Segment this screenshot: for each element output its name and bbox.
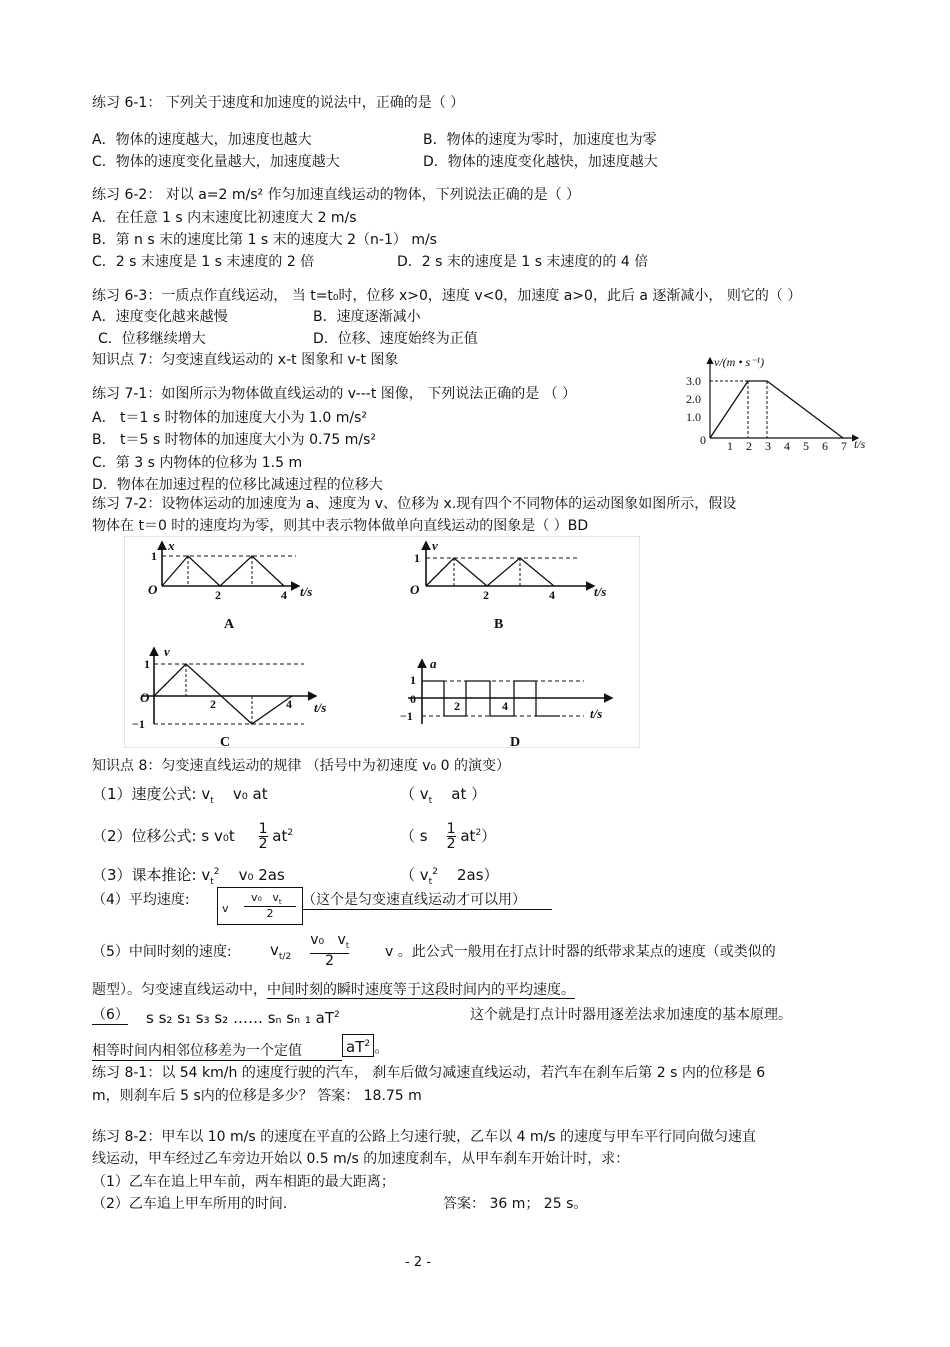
v-axis-label: v/(m • s⁻¹) xyxy=(714,355,765,369)
formula-6: s s₂ s₁ s₃ s₂ …… sₙ sₙ ₁ $aT^2$ xyxy=(146,1009,340,1027)
svg-text:x: x xyxy=(168,538,175,553)
svg-text:4: 4 xyxy=(502,699,508,713)
svg-text:D: D xyxy=(510,735,521,748)
svg-text:a: a xyxy=(430,656,437,671)
formula-displacement: （2）位移公式: s v₀t $\frac{1}{2}$ $at^2$ xyxy=(92,821,294,852)
svg-text:O: O xyxy=(140,690,150,705)
graph-b xyxy=(410,538,606,632)
q61-option-b: B．物体的速度为零时，加速度也为零 xyxy=(423,132,657,148)
vt-line xyxy=(710,381,843,438)
svg-text:t/s: t/s xyxy=(300,584,313,599)
formula-inference: （3）课本推论: $v_t^2$ v₀ 2as xyxy=(92,866,285,887)
svg-text:1: 1 xyxy=(144,657,150,671)
formula-velocity-alt: （ $v_t$ at ） xyxy=(400,785,487,806)
formula-average-velocity-label: （4）平均速度: xyxy=(92,892,190,908)
t-axis-label: t/s xyxy=(854,437,866,451)
ytick-2: 2.0 xyxy=(686,392,701,406)
formula-displacement-alt: （ s $\frac{1}{2}$ $at^2$） xyxy=(400,821,497,852)
knowledge-point-7: 知识点 7：匀变速直线运动的 x-t 图象和 v-t 图象 xyxy=(92,352,399,368)
q63-option-c: C．位移继续增大 xyxy=(98,331,206,347)
q62-option-c: C．2 s 末速度是 1 s 末速度的 2 倍 xyxy=(92,254,315,270)
svg-text:0: 0 xyxy=(410,692,416,706)
svg-text:2: 2 xyxy=(483,588,489,602)
q61-option-d: D．物体的速度变化越快，加速度越大 xyxy=(423,154,658,170)
ytick-0: 0 xyxy=(700,433,706,447)
q63-stem: 练习 6-3：一质点作直线运动， 当 t=t₀时，位移 x>0，速度 v<0，加速度 a>0，此后 a 逐渐减小， 则它的（ ） xyxy=(92,288,802,304)
q81-line2: m，则刹车后 5 s内的位移是多少？ 答案： 18.75 m xyxy=(92,1088,422,1104)
q62-option-a: A．在任意 1 s 内末速度比初速度大 2 m/s xyxy=(92,210,357,226)
svg-text:1: 1 xyxy=(410,673,416,687)
formula-average-velocity-box: v v₀ $v_t$ 2 xyxy=(217,887,303,925)
svg-text:4: 4 xyxy=(281,588,287,602)
q63-option-d: D．位移、速度始终为正值 xyxy=(313,331,478,347)
q82-line1: 练习 8-2：甲车以 10 m/s 的速度在平直的公路上匀速行驶，乙车以 4 m/s 的速度与甲车平行同向做匀速直 xyxy=(92,1129,757,1145)
xtick-5: 5 xyxy=(803,439,809,453)
ytick-3: 3.0 xyxy=(686,374,701,388)
svg-text:2: 2 xyxy=(210,697,216,711)
formula-midtime-cont: 题型）。匀变速直线运动中，中间时刻的瞬时速度等于这段时间内的平均速度。 xyxy=(92,982,575,998)
q71-option-a: A． t＝1 s 时物体的加速度大小为 1.0 m/s² xyxy=(92,410,368,426)
svg-text:1: 1 xyxy=(151,549,157,563)
q72-line2: 物体在 t＝0 时的速度均为零，则其中表示物体做单向直线运动的图象是（ ）BD xyxy=(92,518,589,534)
xtick-1: 1 xyxy=(727,439,733,453)
svg-text:4: 4 xyxy=(549,588,555,602)
formula-average-velocity-note: （这个是匀变速直线运动才可以用） xyxy=(302,891,552,910)
formula-midtime-label: （5）中间时刻的速度: xyxy=(92,944,232,960)
q62-option-d: D．2 s 末的速度是 1 s 末速度的的 4 倍 xyxy=(397,254,649,270)
q61-option-a: A．物体的速度越大，加速度也越大 xyxy=(92,132,312,148)
svg-text:B: B xyxy=(494,617,504,632)
q63-option-a: A．速度变化越来越慢 xyxy=(92,309,228,325)
svg-text:C: C xyxy=(220,735,231,748)
svg-text:1: 1 xyxy=(414,551,420,565)
svg-text:2: 2 xyxy=(454,699,460,713)
xtick-7: 7 xyxy=(841,439,847,453)
graph-d xyxy=(400,656,612,748)
formula-inference-alt: （ $v_t^2$ 2as） xyxy=(400,866,499,887)
svg-text:A: A xyxy=(224,617,235,632)
q62-stem: 练习 6-2： 对以 a=2 m/s² 作匀加速直线运动的物体，下列说法正确的是（ ） xyxy=(92,187,581,203)
graph-a xyxy=(148,538,312,632)
q62-option-b: B．第 n s 末的速度比第 1 s 末的速度大 2（n-1） m/s xyxy=(92,232,437,248)
svg-text:t/s: t/s xyxy=(594,584,607,599)
page-number: - 2 - xyxy=(405,1255,431,1270)
svg-text:O: O xyxy=(148,582,158,597)
svg-text:−1: −1 xyxy=(400,709,413,723)
q71-option-c: C．第 3 s 内物体的位移为 1.5 m xyxy=(92,455,303,471)
svg-text:4: 4 xyxy=(286,697,292,711)
q82-part1: （1）乙车在追上甲车前，两车相距的最大距离； xyxy=(92,1174,395,1190)
formula-6-end: 相等时间内相邻位移差为一个定值 xyxy=(92,1042,342,1061)
svg-text:O: O xyxy=(410,582,420,597)
svg-text:−1: −1 xyxy=(132,717,145,731)
xtick-2: 2 xyxy=(746,439,752,453)
formula-6-note: 这个就是打点计时器用逐差法求加速度的基本原理。 xyxy=(470,1007,792,1023)
q61-option-c: C．物体的速度变化量越大，加速度越大 xyxy=(92,154,340,170)
q72-line1: 练习 7-2：设物体运动的加速度为 a、速度为 v、位移为 x.现有四个不同物体的运动图象如图所示，假设 xyxy=(92,496,737,512)
q82-line2: 线运动，甲车经过乙车旁边开始以 0.5 m/s 的加速度刹车，从甲车刹车开始计时，求： xyxy=(92,1151,630,1167)
svg-text:2: 2 xyxy=(215,588,221,602)
knowledge-point-8: 知识点 8：匀变速直线运动的规律 （括号中为初速度 v₀ 0 的演变） xyxy=(92,758,510,774)
q71-option-b: B． t＝5 s 时物体的加速度大小为 0.75 m/s² xyxy=(92,432,376,448)
formula-6-label: （6） xyxy=(92,1007,129,1023)
q72-graphs xyxy=(124,536,640,748)
q82-part2: （2）乙车追上甲车所用的时间. xyxy=(92,1196,288,1212)
formula-6-box: $aT^2$ 。 xyxy=(342,1034,389,1057)
q71-option-d: D．物体在加速过程的位移比减速过程的位移大 xyxy=(92,477,383,493)
svg-text:t/s: t/s xyxy=(314,700,327,715)
q71-stem: 练习 7-1：如图所示为物体做直线运动的 v---t 图像， 下列说法正确的是 （ ） xyxy=(92,386,577,402)
svg-text:t/s: t/s xyxy=(590,706,603,721)
q63-option-b: B．速度逐渐减小 xyxy=(313,309,421,325)
formula-midtime: $v_{t/2}$ $\frac{v_0 v_t}{2}$ xyxy=(270,932,349,969)
xtick-6: 6 xyxy=(822,439,828,453)
graph-c xyxy=(132,644,326,748)
q81-line1: 练习 8-1：以 54 km/h 的速度行驶的汽车， 刹车后做匀减速直线运动，若汽车在刹车后第 2 s 内的位移是 6 xyxy=(92,1065,766,1081)
q61-stem: 练习 6-1： 下列关于速度和加速度的说法中，正确的是（ ） xyxy=(92,95,465,111)
q82-answer: 答案： 36 m； 25 s。 xyxy=(443,1196,588,1212)
svg-text:v: v xyxy=(432,538,438,553)
formula-midtime-text: v 。此公式一般用在打点计时器的纸带求某点的速度（或类似的 xyxy=(385,944,776,960)
xtick-4: 4 xyxy=(784,439,790,453)
xtick-3: 3 xyxy=(765,439,771,453)
q71-vt-graph xyxy=(682,352,872,454)
ytick-1: 1.0 xyxy=(686,410,701,424)
svg-text:v: v xyxy=(164,644,170,659)
formula-velocity: （1）速度公式: $v_t$ v₀ at xyxy=(92,785,268,806)
